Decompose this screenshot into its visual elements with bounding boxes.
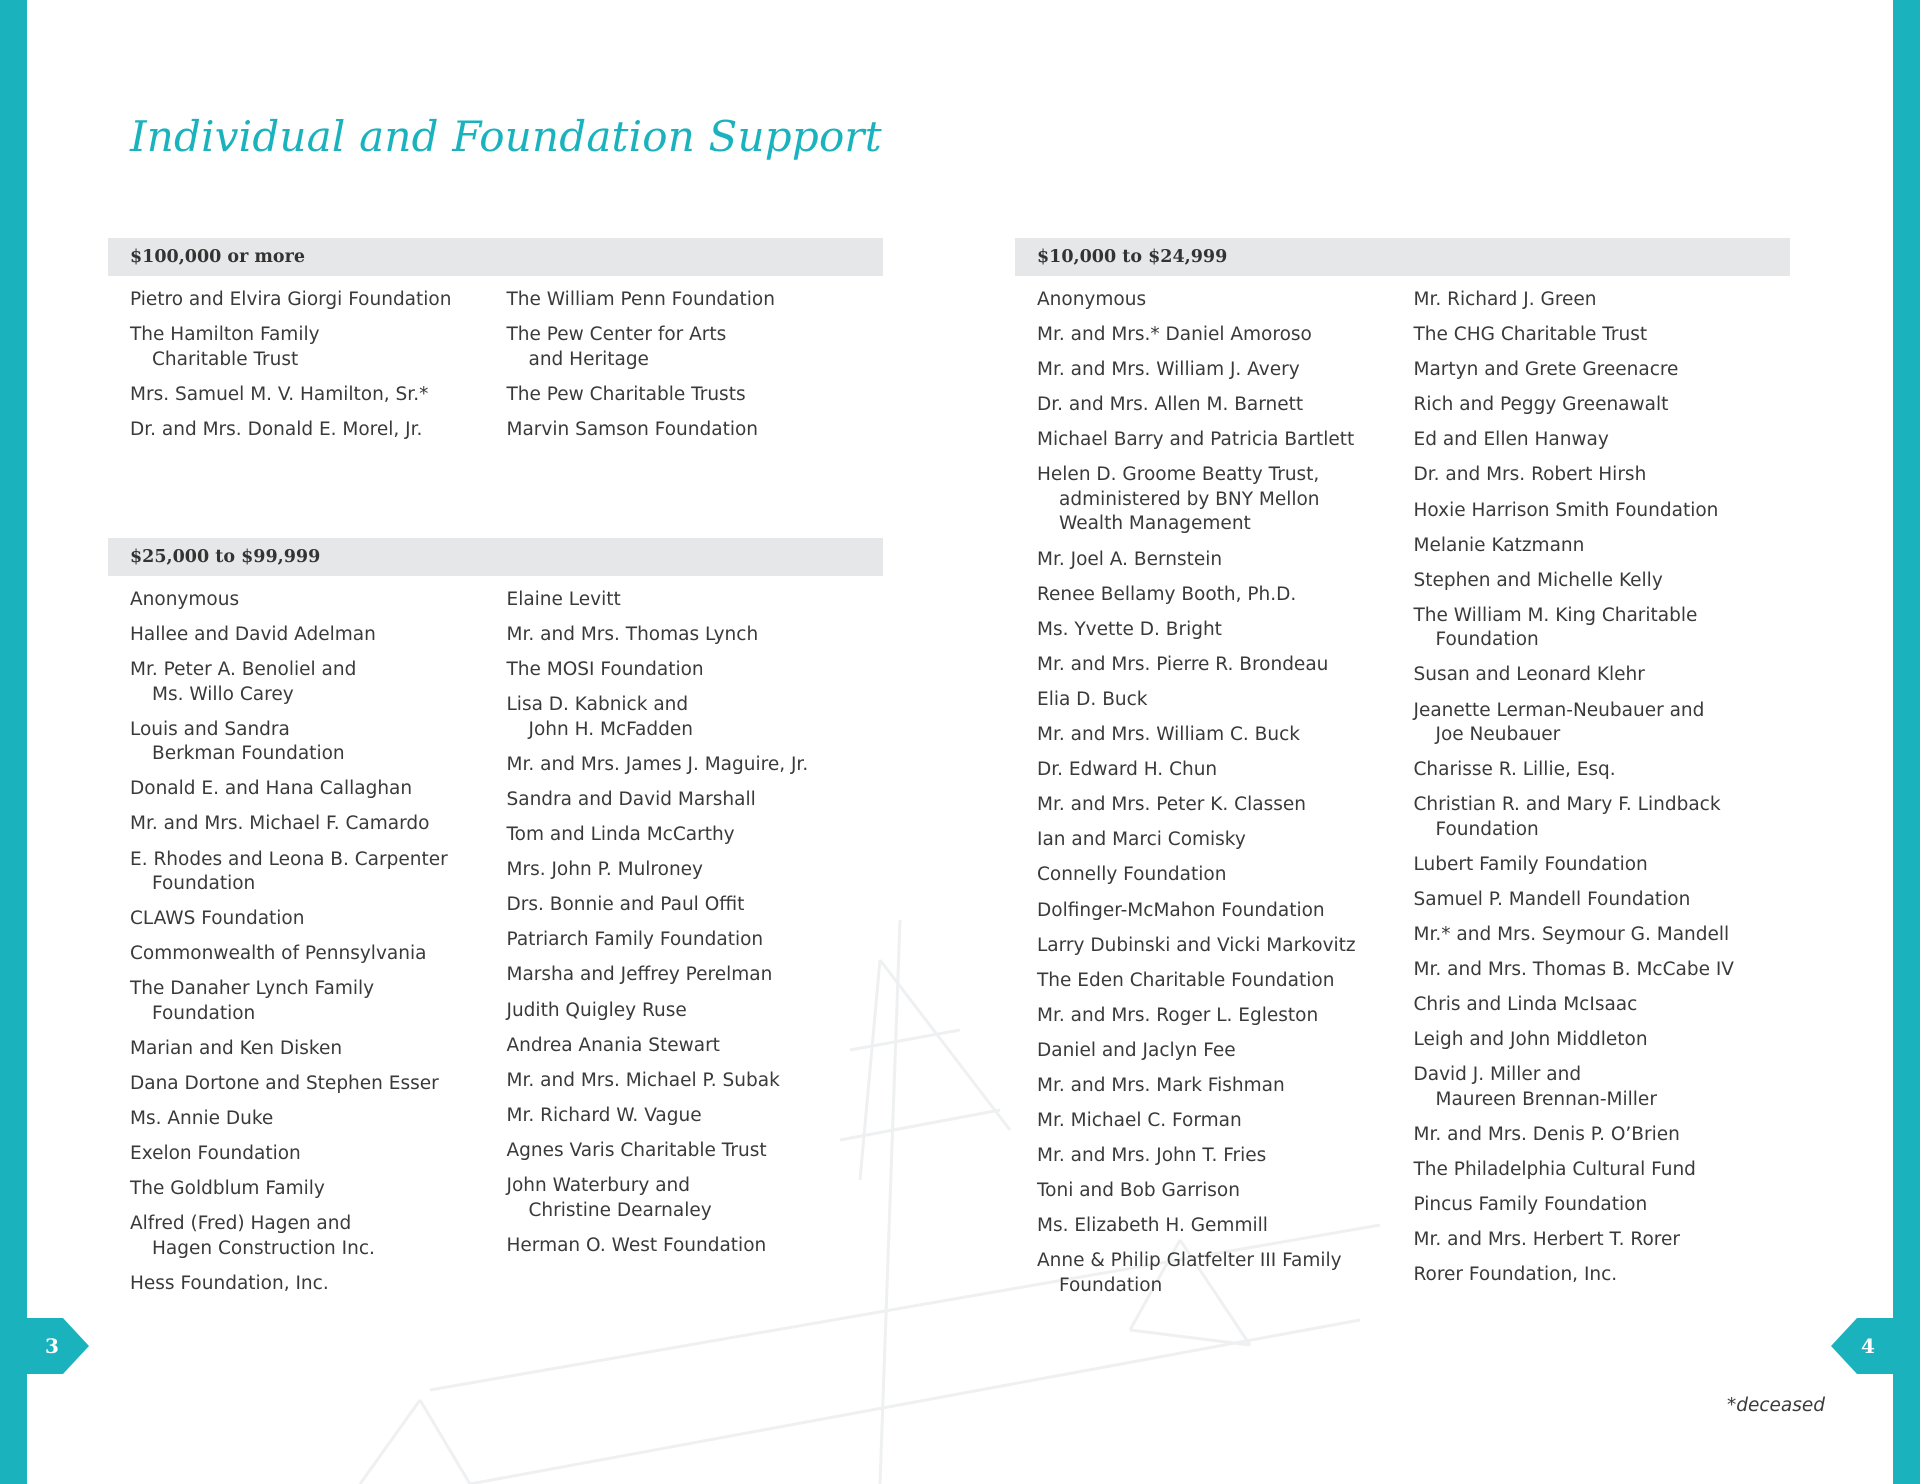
footnote-deceased: *deceased	[1726, 1395, 1825, 1416]
donor-list-item: The Danaher Lynch Family Foundation	[130, 978, 375, 1024]
donor-list-item: Toni and Bob Garrison	[1037, 1180, 1240, 1202]
donor-list-item: Mr. and Mrs. Mark Fishman	[1037, 1074, 1285, 1096]
donor-list-item: Helen D. Groome Beatty Trust, administered by BNY Mellon Wealth Management	[1037, 464, 1320, 535]
donor-list-item: Jeanette Lerman-Neubauer and Joe Neubauer	[1413, 699, 1705, 746]
donor-list-item: The Philadelphia Cultural Fund	[1413, 1159, 1696, 1181]
donor-list-item: Mr. and Mrs. Denis P. O’Brien	[1413, 1123, 1680, 1145]
donor-list-item: Mr. and Mrs. Herbert T. Rorer	[1413, 1229, 1680, 1251]
donor-list-item: The William M. King Charitable Foundation	[1413, 604, 1698, 651]
donor-list-item: Mr. and Mrs. Thomas B. McCabe IV	[1413, 959, 1734, 981]
donor-list-item: Drs. Bonnie and Paul Offit	[506, 894, 745, 916]
donor-list	[130, 288, 507, 442]
donor-list-item: The Hamilton Family Charitable Trust	[130, 324, 320, 370]
donor-list-item: Exelon Foundation	[130, 1143, 301, 1165]
donor-list-item: Ian and Marci Comisky	[1037, 829, 1246, 851]
donor-list-item: Connelly Foundation	[1037, 864, 1227, 886]
donor-list-item: Mr. and Mrs. William C. Buck	[1037, 724, 1300, 746]
donor-list-item: Mr. and Mrs. Peter K. Classen	[1037, 794, 1306, 816]
donor-list-item: Dr. Edward H. Chun	[1037, 759, 1218, 781]
donor-list-item: Susan and Leonard Klehr	[1413, 664, 1645, 686]
donor-list	[1414, 288, 1791, 1288]
donor-list-item: Mr. and Mrs. Roger L. Egleston	[1037, 1004, 1319, 1026]
donor-list-item: The Pew Center for Arts and Heritage	[506, 324, 727, 370]
donor-list-item: Dr. and Mrs. Allen M. Barnett	[1037, 394, 1304, 416]
donor-list	[130, 588, 507, 1297]
donor-list-item: Herman O. West Foundation	[506, 1234, 767, 1256]
donor-list-item: Tom and Linda McCarthy	[506, 824, 735, 846]
donor-column-1	[130, 588, 507, 1307]
section-heading: $100,000 or more	[108, 238, 883, 276]
section-heading: $25,000 to $99,999	[108, 538, 883, 576]
page-number-tab-right	[1831, 1318, 1893, 1374]
donor-list-item: Marian and Ken Disken	[130, 1037, 343, 1059]
donor-list-item: The Eden Charitable Foundation	[1037, 969, 1335, 991]
donor-list-item: Christian R. and Mary F. Lindback Foundation	[1413, 794, 1721, 840]
donor-list-item: Mr. and Mrs. Michael F. Camardo	[130, 813, 430, 835]
donor-list-item: Elia D. Buck	[1037, 688, 1148, 710]
donor-list-item: Renee Bellamy Booth, Ph.D.	[1037, 583, 1297, 605]
donor-list-item: Hallee and David Adelman	[130, 624, 376, 646]
donor-list-item: Mr. and Mrs. John T. Fries	[1037, 1145, 1267, 1167]
donor-list-item: Mr. Michael C. Forman	[1037, 1110, 1242, 1132]
donor-list-item: Andrea Anania Stewart	[506, 1034, 720, 1056]
donor-list-item: Mr. and Mrs. William J. Avery	[1037, 359, 1300, 381]
donor-list-item: Mr. and Mrs. Pierre R. Brondeau	[1037, 653, 1329, 675]
donor-list-item: Donald E. and Hana Callaghan	[130, 778, 413, 800]
donor-list-item: Mr. Peter A. Benoliel and Ms. Willo Carey	[130, 659, 357, 705]
donor-list-item: Ed and Ellen Hanway	[1413, 429, 1609, 451]
donor-list-item: Commonwealth of Pennsylvania	[130, 943, 427, 965]
page-number-left: 3	[45, 1334, 59, 1358]
donor-list-item: The CHG Charitable Trust	[1413, 324, 1648, 346]
donor-list-item: Mr. Richard W. Vague	[506, 1104, 702, 1126]
donor-list	[1037, 288, 1414, 1298]
donor-list-item: Anonymous	[1037, 289, 1147, 310]
donor-list-item: Mr. and Mrs. Thomas Lynch	[506, 624, 759, 646]
donor-list-item: John Waterbury and Christine Dearnaley	[506, 1175, 712, 1221]
donor-column-2	[507, 288, 884, 453]
donor-list-item: Rich and Peggy Greenawalt	[1413, 394, 1669, 416]
donor-list-item: Mr. and Mrs.* Daniel Amoroso	[1037, 324, 1312, 346]
donor-list-item: Mr. and Mrs. Michael P. Subak	[506, 1069, 780, 1091]
donor-list-item: Dana Dortone and Stephen Esser	[130, 1073, 439, 1095]
donor-list-item: Larry Dubinski and Vicki Markovitz	[1037, 934, 1356, 956]
donor-list-item: Sandra and David Marshall	[506, 788, 756, 810]
donor-list-item: Dr. and Mrs. Robert Hirsh	[1413, 464, 1647, 486]
donor-list-item: Rorer Foundation, Inc.	[1413, 1264, 1618, 1286]
donor-list-item: Chris and Linda McIsaac	[1413, 994, 1638, 1016]
donor-list-item: Lubert Family Foundation	[1413, 853, 1648, 875]
page-number-tab-left	[27, 1318, 89, 1374]
donor-list-item: Daniel and Jaclyn Fee	[1037, 1039, 1236, 1061]
donor-list-item: Michael Barry and Patricia Bartlett	[1037, 429, 1355, 451]
section-10000-to-24999	[1015, 238, 1790, 1309]
donor-list-item: Mr. Richard J. Green	[1413, 289, 1597, 310]
donor-list-item: Dr. and Mrs. Donald E. Morel, Jr.	[130, 418, 423, 440]
donor-list-item: Melanie Katzmann	[1413, 534, 1585, 556]
section-100000-or-more	[108, 238, 883, 453]
donor-list-item: Samuel P. Mandell Foundation	[1413, 888, 1691, 910]
donor-list-item: The Goldblum Family	[130, 1178, 325, 1200]
donor-list-item: Louis and Sandra Berkman Foundation	[130, 718, 345, 765]
section-heading: $10,000 to $24,999	[1015, 238, 1790, 276]
donor-list-item: Ms. Annie Duke	[130, 1108, 274, 1130]
section-25000-to-99999	[108, 538, 883, 1307]
donor-columns	[108, 276, 883, 453]
donor-list-item: Charisse R. Lillie, Esq.	[1413, 759, 1616, 781]
donor-list	[507, 288, 884, 442]
donor-list-item: Judith Quigley Ruse	[506, 999, 687, 1021]
donor-list-item: Hoxie Harrison Smith Foundation	[1413, 499, 1719, 521]
donor-column-2	[507, 588, 884, 1307]
donor-list-item: Stephen and Michelle Kelly	[1413, 569, 1663, 591]
donor-list	[507, 588, 884, 1258]
donor-list-item: Pietro and Elvira Giorgi Foundation	[130, 289, 452, 310]
donor-list-item: Ms. Elizabeth H. Gemmill	[1037, 1215, 1268, 1237]
donor-list-item: Patriarch Family Foundation	[506, 929, 764, 951]
donor-column-1	[130, 288, 507, 453]
donor-list-item: Dolfinger-McMahon Foundation	[1037, 899, 1325, 921]
donor-list-item: Mr. and Mrs. James J. Maguire, Jr.	[506, 753, 809, 775]
donor-list-item: Leigh and John Middleton	[1413, 1029, 1648, 1051]
donor-list-item: Pincus Family Foundation	[1413, 1194, 1648, 1216]
donor-list-item: Marvin Samson Foundation	[506, 418, 759, 440]
donor-list-item: The Pew Charitable Trusts	[506, 383, 746, 405]
donor-list-item: Mrs. John P. Mulroney	[506, 859, 704, 881]
donor-list-item: Mr. Joel A. Bernstein	[1037, 548, 1223, 570]
donor-columns	[1015, 276, 1790, 1309]
donor-list-item: Mr.* and Mrs. Seymour G. Mandell	[1413, 924, 1730, 945]
page-title: Individual and Foundation Support	[130, 112, 882, 161]
donor-list-item: Anonymous	[130, 589, 240, 610]
donor-list-item: Anne & Philip Glatfelter III Family Foundation	[1037, 1250, 1342, 1296]
donor-list-item: Alfred (Fred) Hagen and Hagen Construction Inc.	[130, 1213, 375, 1259]
page-number-right: 4	[1861, 1334, 1875, 1358]
donor-list-item: Agnes Varis Charitable Trust	[506, 1139, 767, 1161]
donor-list-item: Hess Foundation, Inc.	[130, 1273, 329, 1294]
donor-column-2	[1414, 288, 1791, 1309]
donor-column-1	[1037, 288, 1414, 1309]
donor-list-item: Ms. Yvette D. Bright	[1037, 618, 1222, 640]
donor-list-item: The William Penn Foundation	[506, 289, 775, 310]
donor-list-item: David J. Miller and Maureen Brennan-Miller	[1413, 1064, 1657, 1110]
donor-list-item: Marsha and Jeffrey Perelman	[506, 964, 773, 986]
donor-columns	[108, 576, 883, 1307]
donor-list-item: Martyn and Grete Greenacre	[1413, 359, 1679, 381]
donor-list-item: Elaine Levitt	[506, 589, 621, 610]
donor-list-item: Mrs. Samuel M. V. Hamilton, Sr.*	[130, 383, 429, 405]
donor-list-item: Lisa D. Kabnick and John H. McFadden	[506, 694, 693, 740]
donor-list-item: E. Rhodes and Leona B. Carpenter Foundation	[130, 848, 448, 895]
donor-list-item: The MOSI Foundation	[506, 659, 704, 681]
donor-list-item: CLAWS Foundation	[130, 908, 305, 930]
